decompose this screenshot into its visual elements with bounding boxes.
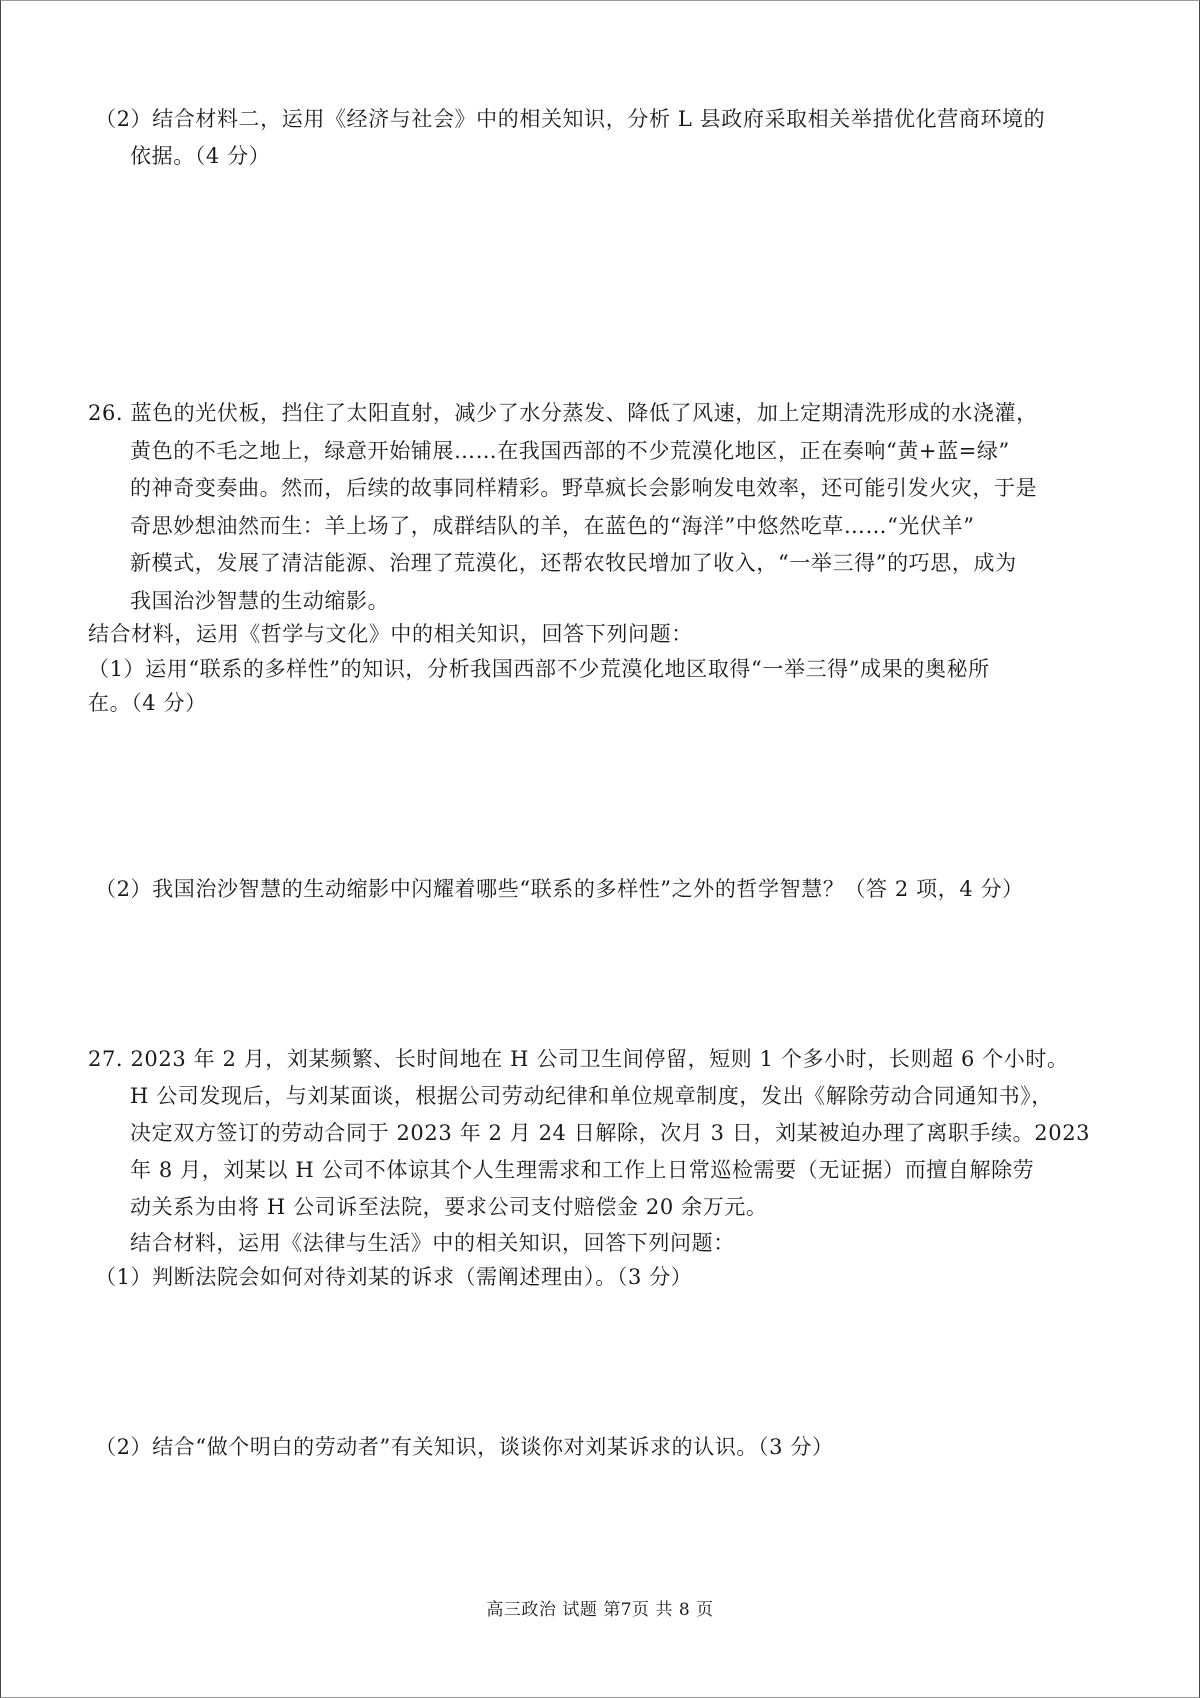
q25-sub2-line1: （2）结合材料二，运用《经济与社会》中的相关知识，分析 L 县政府采取相关举措优化营商环境的 <box>95 107 1046 131</box>
q26-instruction: 结合材料，运用《哲学与文化》中的相关知识，回答下列问题： <box>88 622 693 646</box>
q27-sub1: （1）判断法院会如何对待刘某的诉求（需阐述理由）。（3 分） <box>95 1265 693 1289</box>
q27-sub2: （2）结合“做个明白的劳动者”有关知识，谈谈你对刘某诉求的认识。（3 分） <box>95 1435 834 1459</box>
q27-instruction: 结合材料，运用《法律与生活》中的相关知识，回答下列问题： <box>130 1231 735 1255</box>
q27-stem-line4: 年 8 月，刘某以 H 公司不体谅其个人生理需求和工作上日常巡检需要（无证据）而擅自解除劳 <box>130 1158 1035 1182</box>
q26-stem-line3: 的神奇变奏曲。然而，后续的故事同样精彩。野草疯长会影响发电效率，还可能引发火灾，于是 <box>130 476 1038 500</box>
q27-stem-line3: 决定双方签订的劳动合同于 2023 年 2 月 24 日解除，次月 3 日，刘某被迫办理了离职手续。2023 <box>130 1121 1091 1145</box>
page-footer: 高三政治 试题 第7页 共 8 页 <box>486 1600 714 1620</box>
q25-sub2-line2: 依据。（4 分） <box>130 144 271 168</box>
q27-stem-line2: H 公司发现后，与刘某面谈，根据公司劳动纪律和单位规章制度，发出《解除劳动合同通知书》， <box>130 1084 1053 1108</box>
q27-stem-line5: 动关系为由将 H 公司诉至法院，要求公司支付赔偿金 20 余万元。 <box>130 1195 768 1219</box>
q26-sub1-line1: （1）运用“联系的多样性”的知识，分析我国西部不少荒漠化地区取得“一举三得”成果的奥秘所 <box>88 657 990 681</box>
q26-stem-line4: 奇思妙想油然而生：羊上场了，成群结队的羊，在蓝色的“海洋”中悠然吃草……“光伏羊” <box>130 514 975 538</box>
q26-sub2: （2）我国治沙智慧的生动缩影中闪耀着哪些“联系的多样性”之外的哲学智慧？（答 2 项，4 分） <box>95 877 1024 901</box>
q26-stem-line1: 26. 蓝色的光伏板，挡住了太阳直射，减少了水分蒸发、降低了风速，加上定期清洗形成的水浇灌， <box>88 401 1038 425</box>
q27-stem-line1: 27. 2023 年 2 月，刘某频繁、长时间地在 H 公司卫生间停留，短则 1 个多小时，长则超 6 个小时。 <box>88 1047 1069 1071</box>
q26-sub1-line2: 在。（4 分） <box>88 691 207 715</box>
q26-stem-line2: 黄色的不毛之地上，绿意开始铺展……在我国西部的不少荒漠化地区，正在奏响“黄+蓝=绿” <box>130 439 1010 463</box>
q26-stem-line6: 我国治沙智慧的生动缩影。 <box>130 589 390 613</box>
q26-stem-line5: 新模式，发展了清洁能源、治理了荒漠化，还帮农牧民增加了收入，“一举三得”的巧思，成为 <box>130 551 1017 575</box>
